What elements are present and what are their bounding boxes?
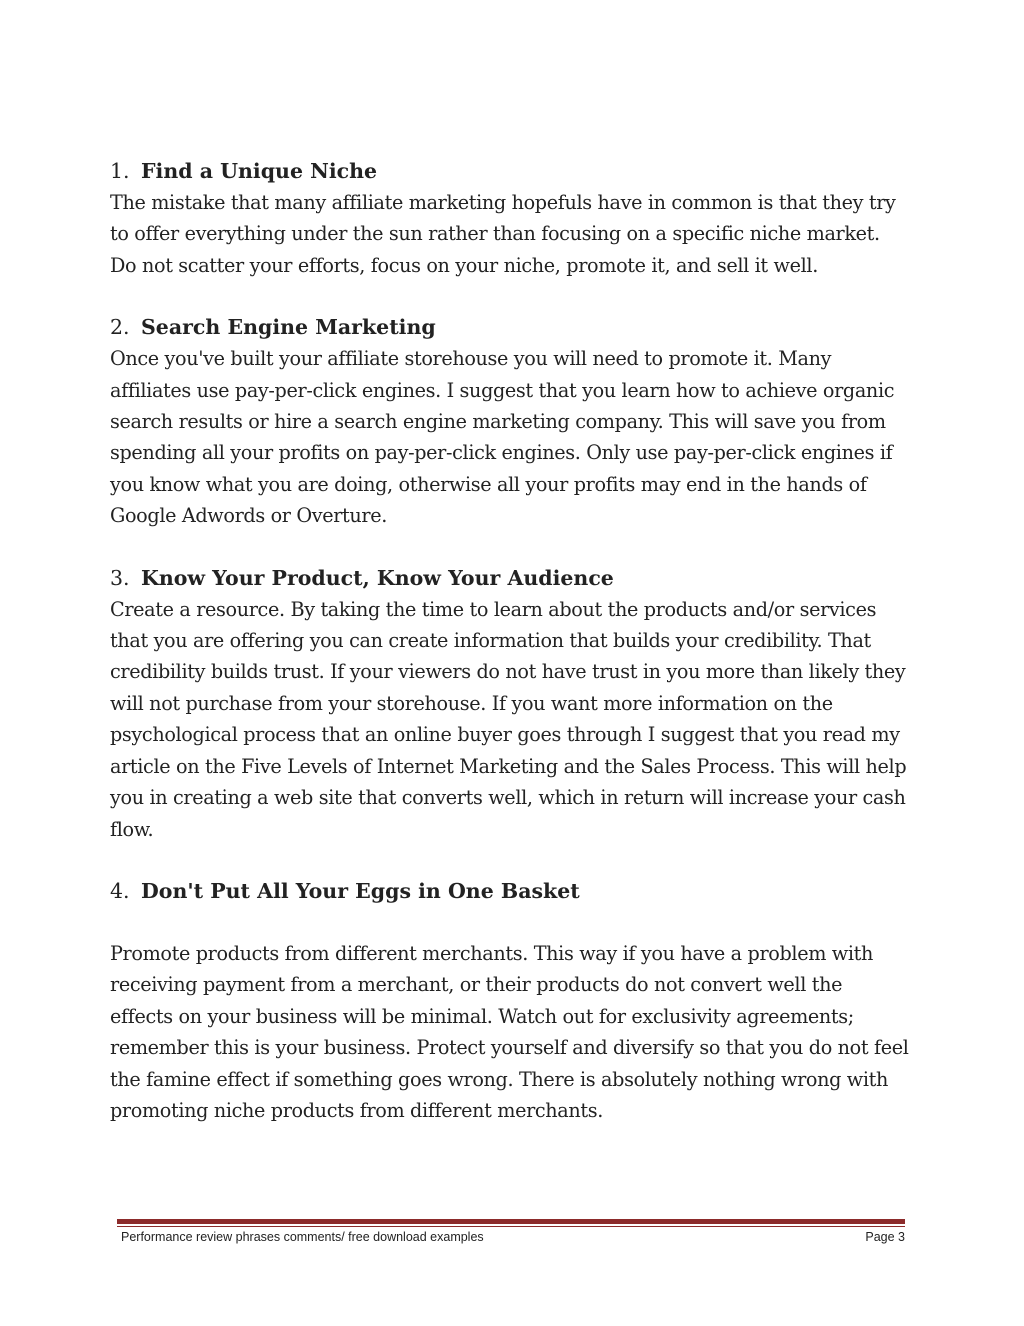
section-paragraph: Promote products from different merchants. This way if you have a problem with receiving payment from a merchant, or their products do not convert well the effects on your business will be minimal. Watch out for exclusivity agreements; remember this is your business. Protect yourself and diversify so that you do not feel the famine effect if something goes wrong. There is absolutely nothing wrong with promoting niche products from different merchants. xyxy=(110,941,909,1122)
footer-rule-thin xyxy=(117,1226,905,1227)
section-heading xyxy=(110,156,910,187)
page-number: Page 3 xyxy=(865,1230,905,1244)
document-body xyxy=(110,156,910,1157)
section-number: 2. xyxy=(110,315,130,340)
section-know-your-product xyxy=(110,563,910,845)
footer-title: Performance review phrases comments/ free download examples xyxy=(121,1230,484,1244)
section-heading xyxy=(110,312,910,343)
section-title: Search Engine Marketing xyxy=(141,315,436,340)
section-find-unique-niche xyxy=(110,156,910,281)
section-heading xyxy=(110,563,910,594)
section-title: Know Your Product, Know Your Audience xyxy=(141,565,614,590)
section-paragraph: Once you've built your affiliate storehouse you will need to promote it. Many affiliates use pay-per-click engines. I suggest that you learn how to achieve organic search results or hire a search engine marketing company. This will save you from spending all your profits on pay-per-click engines. Only use pay-per-click engines if you know what you are doing, otherwise all your profits may end in the hands of Google Adwords or Overture. xyxy=(110,347,895,528)
section-title: Find a Unique Niche xyxy=(141,159,378,183)
section-heading xyxy=(110,876,910,907)
section-number: 3. xyxy=(110,565,130,590)
section-dont-put-eggs-in-one-basket xyxy=(110,876,910,1126)
section-number: 1. xyxy=(110,159,130,183)
section-paragraph: Create a resource. By taking the time to learn about the products and/or services that you are offering you can create information that builds your credibility. That credibility builds trust. If your viewers do not have trust in you more than likely they will not purchase from your storehouse. If you want more information on the psychological process that an online buyer goes through I suggest that you read my article on the Five Levels of Internet Marketing and the Sales Process. This will help you in creating a web site that converts well, which in return will increase your cash flow. xyxy=(110,597,907,841)
section-paragraph: The mistake that many affiliate marketing hopefuls have in common is that they try to offer everything under the sun rather than focusing on a specific niche market. Do not scatter your efforts, focus on your niche, promote it, and sell it well. xyxy=(110,191,896,277)
section-search-engine-marketing xyxy=(110,312,910,531)
section-number: 4. xyxy=(110,878,130,903)
page-footer xyxy=(121,1230,905,1244)
section-title: Don't Put All Your Eggs in One Basket xyxy=(141,878,580,903)
footer-rule-thick xyxy=(117,1219,905,1224)
